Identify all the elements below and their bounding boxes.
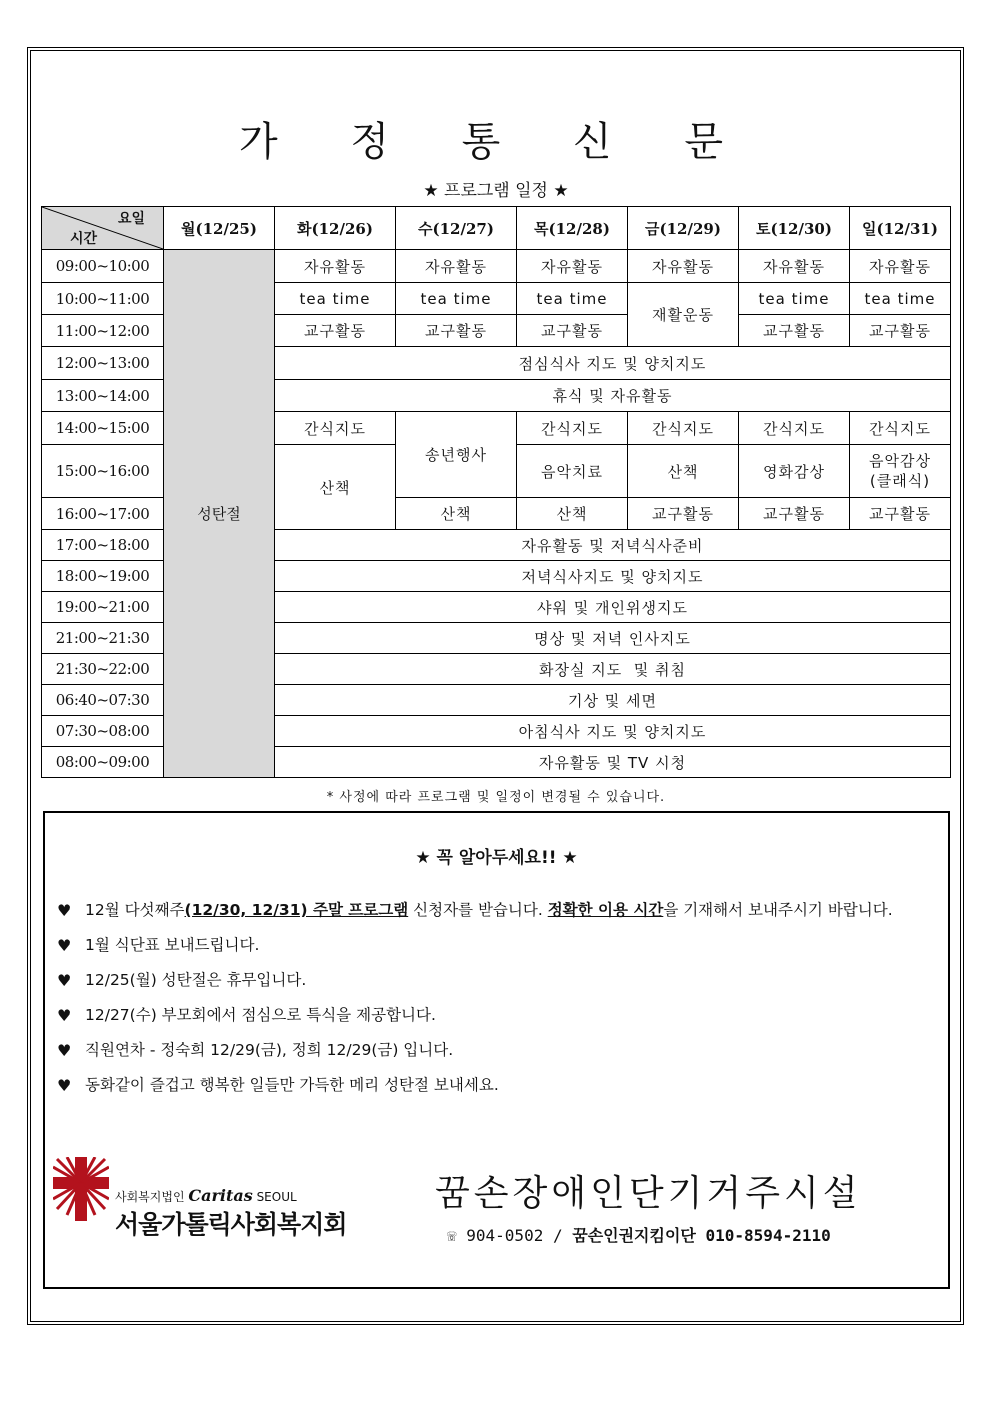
- activity-cell: 교구활동: [850, 498, 951, 530]
- heart-icon: ♥: [57, 1006, 72, 1025]
- activity-cell: tea time: [396, 283, 517, 315]
- day-header: 화(12/26): [275, 207, 396, 250]
- notice-emphasis: 정확한 이용 시간: [547, 901, 664, 919]
- activity-cell: 산책: [275, 445, 396, 530]
- activity-cell: 샤워 및 개인위생지도: [275, 592, 951, 623]
- activity-cell: 명상 및 저녁 인사지도: [275, 623, 951, 654]
- contact-info: [447, 1223, 831, 1246]
- time-cell: 06:40~07:30: [42, 685, 164, 716]
- schedule-subtitle: ★ 프로그램 일정 ★: [423, 181, 569, 201]
- organization-name: 꿈손장애인단기거주시설: [435, 1173, 862, 1214]
- activity-cell: 기상 및 세면: [275, 685, 951, 716]
- activity-cell: 아침식사 지도 및 양치지도: [275, 716, 951, 747]
- activity-cell: 영화감상: [739, 445, 850, 498]
- activity-cell: 자유활동: [275, 250, 396, 283]
- activity-cell: tea time: [850, 283, 951, 315]
- notice-list: [57, 893, 937, 1103]
- notice-text: 을 기재해서 보내주시기 바랍니다.: [663, 901, 893, 919]
- list-item: [57, 1068, 937, 1103]
- day-header: 월(12/25): [164, 207, 275, 250]
- activity-cell: 자유활동: [850, 250, 951, 283]
- time-cell: 12:00~13:00: [42, 347, 164, 380]
- activity-cell: 교구활동: [739, 498, 850, 530]
- time-label: 시간: [70, 231, 98, 247]
- list-item: [57, 963, 937, 998]
- activity-cell: tea time: [275, 283, 396, 315]
- activity-cell: 송년행사: [396, 412, 517, 498]
- caritas-cross-icon: [53, 1157, 109, 1221]
- activity-cell: tea time: [739, 283, 850, 315]
- notice-text: 12/27(수) 부모회에서 점심으로 특식을 제공합니다.: [85, 1006, 436, 1024]
- day-header: 토(12/30): [739, 207, 850, 250]
- time-cell: 21:00~21:30: [42, 623, 164, 654]
- day-header: 일(12/31): [850, 207, 951, 250]
- activity-cell: 산책: [628, 445, 739, 498]
- activity-cell: 음악치료: [517, 445, 628, 498]
- notice-title: ★ 꼭 알아두세요!! ★: [415, 848, 578, 868]
- holiday-cell: 성탄절: [164, 250, 275, 778]
- activity-cell: 간식지도: [275, 412, 396, 445]
- logo-subtitle: [115, 1186, 297, 1205]
- list-item: [57, 893, 937, 928]
- activity-cell: 교구활동: [850, 315, 951, 347]
- time-cell: 15:00~16:00: [42, 445, 164, 498]
- activity-cell: 자유활동: [628, 250, 739, 283]
- team-contact: 꿈손인권지킴이단 010-8594-2110: [572, 1226, 831, 1245]
- heart-icon: ♥: [57, 1041, 72, 1060]
- notice-text: 동화같이 즐겁고 행복한 일들만 가득한 메리 성탄절 보내세요.: [85, 1076, 499, 1094]
- heart-icon: ♥: [57, 971, 72, 990]
- activity-cell: 교구활동: [628, 498, 739, 530]
- time-cell: 18:00~19:00: [42, 561, 164, 592]
- activity-cell: 자유활동: [517, 250, 628, 283]
- activity-cell: 간식지도: [517, 412, 628, 445]
- phone-number: ☏ 904-0502 /: [447, 1226, 563, 1245]
- heart-icon: ♥: [57, 936, 72, 955]
- activity-cell: 저녁식사지도 및 양치지도: [275, 561, 951, 592]
- program-schedule-table: [41, 206, 951, 778]
- table-row: [42, 250, 951, 283]
- time-cell: 11:00~12:00: [42, 315, 164, 347]
- header-row: [42, 207, 951, 250]
- notice-emphasis: (12/30, 12/31) 주말 프로그램: [184, 901, 409, 919]
- schedule-change-note: * 사정에 따라 프로그램 및 일정이 변경될 수 있습니다.: [326, 790, 666, 805]
- notice-text: 12월 다섯째주: [85, 901, 185, 919]
- activity-cell: 산책: [517, 498, 628, 530]
- activity-cell: 자유활동 및 저녁식사준비: [275, 530, 951, 561]
- logo-suffix: SEOUL: [252, 1190, 297, 1204]
- heart-icon: ♥: [57, 1076, 72, 1095]
- activity-cell: 휴식 및 자유활동: [275, 380, 951, 412]
- activity-cell: 자유활동 및 TV 시청: [275, 747, 951, 778]
- notice-box: [43, 811, 950, 1289]
- time-cell: 09:00~10:00: [42, 250, 164, 283]
- activity-cell: 교구활동: [275, 315, 396, 347]
- time-cell: 07:30~08:00: [42, 716, 164, 747]
- activity-cell: 교구활동: [739, 315, 850, 347]
- activity-cell: 간식지도: [739, 412, 850, 445]
- list-item: [57, 928, 937, 963]
- time-cell: 17:00~18:00: [42, 530, 164, 561]
- activity-cell: 화장실 지도 및 취침: [275, 654, 951, 685]
- activity-cell: 간식지도: [850, 412, 951, 445]
- activity-cell: 자유활동: [396, 250, 517, 283]
- day-header: 수(12/27): [396, 207, 517, 250]
- day-header: 금(12/29): [628, 207, 739, 250]
- time-cell: 08:00~09:00: [42, 747, 164, 778]
- activity-cell: 교구활동: [517, 315, 628, 347]
- corner-header: [42, 207, 164, 250]
- day-header: 목(12/28): [517, 207, 628, 250]
- activity-cell: 음악감상 (클래식): [850, 445, 951, 498]
- logo-brand: Caritas: [188, 1186, 253, 1205]
- caritas-logo: [53, 1157, 373, 1247]
- time-cell: 13:00~14:00: [42, 380, 164, 412]
- time-cell: 16:00~17:00: [42, 498, 164, 530]
- notice-text: 직원연차 - 정숙희 12/29(금), 정희 12/29(금) 입니다.: [85, 1041, 454, 1059]
- page-title: 가 정 통 신 문: [238, 119, 754, 165]
- activity-cell: tea time: [517, 283, 628, 315]
- activity-cell: 점심식사 지도 및 양치지도: [275, 347, 951, 380]
- notice-text: 신청자를 받습니다.: [408, 901, 548, 919]
- activity-cell: 간식지도: [628, 412, 739, 445]
- time-cell: 10:00~11:00: [42, 283, 164, 315]
- activity-cell: 산책: [396, 498, 517, 530]
- logo-name: 서울가톨릭사회복지회: [115, 1210, 347, 1239]
- activity-cell: 교구활동: [396, 315, 517, 347]
- activity-cell: 재활운동: [628, 283, 739, 347]
- list-item: [57, 1033, 937, 1068]
- list-item: [57, 998, 937, 1033]
- logo-prefix: 사회복지법인: [115, 1190, 189, 1204]
- time-cell: 14:00~15:00: [42, 412, 164, 445]
- time-cell: 19:00~21:00: [42, 592, 164, 623]
- activity-cell: 자유활동: [739, 250, 850, 283]
- notice-text: 1월 식단표 보내드립니다.: [85, 936, 260, 954]
- time-cell: 21:30~22:00: [42, 654, 164, 685]
- notice-text: 12/25(월) 성탄절은 휴무입니다.: [85, 971, 307, 989]
- weekday-label: 요일: [117, 211, 145, 227]
- heart-icon: ♥: [57, 901, 72, 920]
